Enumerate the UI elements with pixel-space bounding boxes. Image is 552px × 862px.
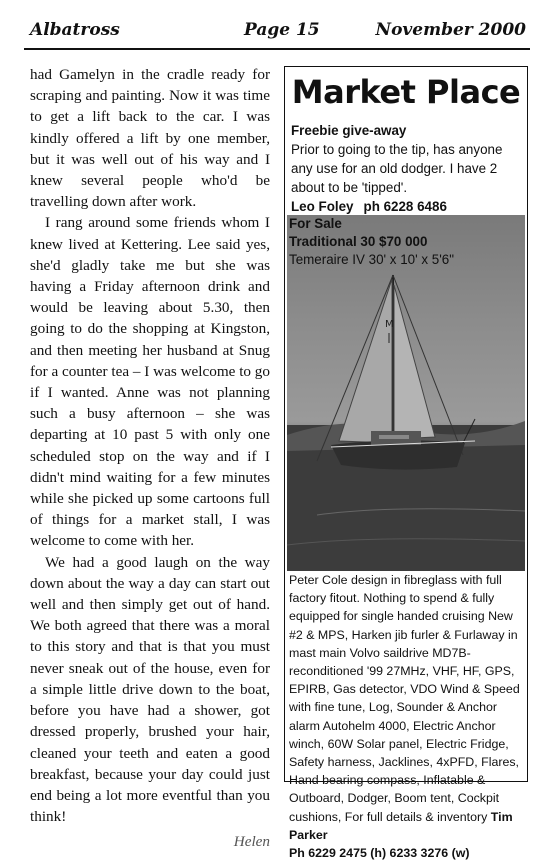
page-number: Page 15 [244,20,320,40]
for-sale-heading: For Sale [289,216,342,231]
freebie-ad [291,121,521,216]
for-sale-item: Traditional 30 $70 000 [289,234,428,249]
market-place-box [284,66,528,861]
svg-text:M: M [385,319,394,330]
issue-date: November 2000 [375,20,526,40]
freebie-contact-name: Leo Foley [291,199,354,214]
freebie-heading: Freebie give-away [291,123,407,138]
for-sale-phone: Ph 6229 2475 (h) 6233 3276 (w) [289,846,470,861]
yacht-photo [287,215,525,571]
article-paragraph: had Gamelyn in the cradle ready for scraping and painting. Now it was time to get a lift back to the car. I was kindly offered a lift by one member, but it was well out of his way and I knew several people who'd be travelling down after work. [30,66,270,211]
freebie-text: Prior to going to the tip, has anyone any use for an old dodger. I have 2 about to be 'tipped'. [291,142,503,195]
article-column [30,64,270,853]
for-sale-contact-name: Tim Parker [289,809,513,842]
for-sale-header [289,215,523,269]
article-paragraph: I rang around some friends whom I knew lived at Kettering. Lee said yes, she'd gladly take me but she was having a Friday afternoon drink and would be leaving about 5.30, then going to do the shopping at Kingston, and then meeting her husband at Snug for a counter tea – I was welcome to go if I wanted. Anne was not planning such a busy afternoon – she was departing at 10 past 5 with only one scheduled stop on the way and if I didn't mind waiting for a few minutes while she picked up some cartoons full of things for a market stall, I was welcome to come with her. [30,214,270,550]
page-header [30,16,526,44]
for-sale-boat: Temeraire IV 30' x 10' x 5'6" [289,252,455,267]
for-sale-details-text: Peter Cole design in fibreglass with full factory fitout. Nothing to spend & fully equipped for single handed cruising New #2 & MPS, Harken jib furler & Furlaway in mast main Volvo saildrive MD7B-reconditioned '99 27MHz, VHF, HF, GPS, EPIRB, Gas detector, VDO Wind & Speed with fine tune, Log, Sounder & Anchor alarm Autohelm 4000, Electric Anchor winch, 60W Solar panel, Electric Fridge, Safety harness, Jacklines, 4xPFD, Flares, Hand bearing compass, Inflatable & Outboard, Dodger, Boom tent, Cockpit cushions, For full details & inventory [289,573,520,824]
market-place-title: Market Place [291,73,521,111]
for-sale-details [289,571,523,844]
freebie-contact [291,197,521,216]
freebie-contact-phone: ph 6228 6486 [363,199,447,214]
article-signoff: Helen [233,833,270,851]
article-paragraph: We had a good laugh on the way down about the way a day can start out well and then simply get out of hand. We both agreed that there was a moral to this story and that is that you must never sneak out of the house, even for a simple little drive down to the boat, before you have had a shower, got dressed properly, brushed your hair, cleaned your teeth and eaten a good breakfast, because your day could just end being a lot more eventful than you think! [30,553,270,826]
publication-name: Albatross [30,20,120,40]
header-rule [24,48,530,50]
for-sale-description [287,571,525,861]
